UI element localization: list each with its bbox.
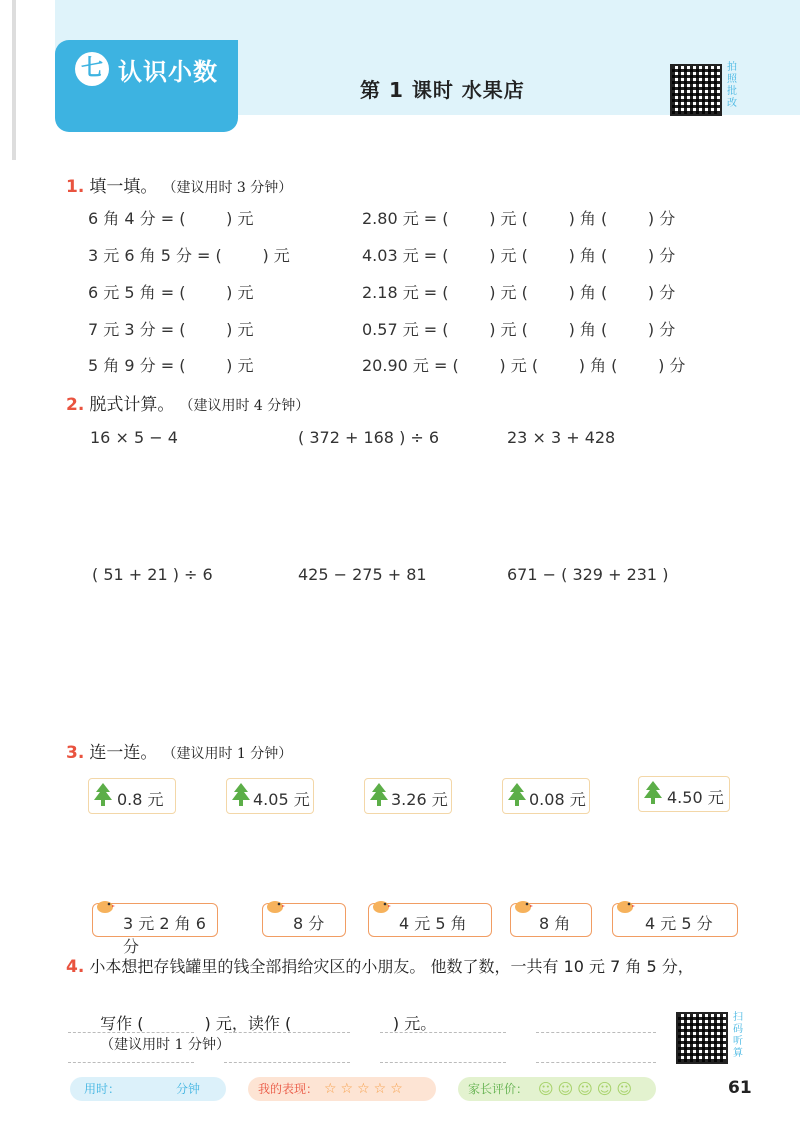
calc-expression: 425 − 275 + 81	[298, 565, 427, 584]
tree-icon	[643, 780, 663, 806]
bird-item[interactable]	[92, 903, 218, 956]
tree-item[interactable]	[364, 778, 452, 814]
fill-right-row: 4.03 元 = ( ) 元 ( ) 角 ( ) 分	[362, 246, 676, 265]
section2-heading	[66, 390, 309, 415]
time-pill	[70, 1077, 226, 1101]
bird-value: 8 分	[293, 914, 325, 933]
parent-review-label: 家长评价：	[468, 1082, 529, 1096]
bird-item[interactable]	[368, 903, 492, 937]
bird-icon	[513, 898, 533, 914]
bird-icon	[371, 898, 391, 914]
section4-line1	[66, 954, 694, 977]
bird-item[interactable]	[262, 903, 346, 937]
tree-item[interactable]	[226, 778, 314, 814]
answer-line	[68, 1032, 194, 1033]
answer-line	[224, 1032, 350, 1033]
answer-line	[380, 1062, 506, 1063]
tree-value: 0.08 元	[529, 790, 586, 809]
calc-expression: 23 × 3 + 428	[507, 428, 616, 447]
section-number: 2.	[66, 395, 85, 415]
fill-left-row: 7 元 3 分 = ( ) 元	[88, 320, 254, 339]
bird-icon	[615, 898, 635, 914]
fill-right-row: 20.90 元 = ( ) 元 ( ) 角 ( ) 分	[362, 356, 686, 375]
face-rating[interactable]: ☺☺☺☺☺	[538, 1080, 637, 1098]
fill-right-row: 0.57 元 = ( ) 元 ( ) 角 ( ) 分	[362, 320, 676, 339]
parent-review-pill	[458, 1077, 656, 1101]
answer-line	[68, 1062, 194, 1063]
bird-value: 4 元 5 分	[645, 914, 713, 933]
section-number: 1.	[66, 177, 85, 197]
tree-icon	[93, 782, 113, 808]
fill-left-row: 6 角 4 分 = ( ) 元	[88, 209, 254, 228]
calc-expression: 671 − ( 329 + 231 )	[507, 565, 669, 584]
section-title: 填一填。	[89, 177, 158, 197]
section1-heading	[66, 172, 292, 197]
qr-label-top: 拍照批改	[727, 62, 737, 109]
section3-heading	[66, 738, 292, 763]
section-hint: （建议用时 4 分钟）	[179, 398, 310, 414]
time-unit: 分钟	[176, 1082, 201, 1096]
bird-value: 4 元 5 角	[399, 914, 467, 933]
tree-item[interactable]	[88, 778, 176, 814]
calc-expression: ( 51 + 21 ) ÷ 6	[92, 565, 213, 584]
section-number: 4.	[66, 957, 85, 977]
bird-icon	[95, 898, 115, 914]
page-number: 61	[728, 1078, 752, 1098]
answer-line	[380, 1032, 506, 1033]
time-label: 用时：	[84, 1082, 121, 1096]
section-number: 3.	[66, 743, 85, 763]
tree-item[interactable]	[638, 776, 730, 812]
section4-line2	[90, 992, 436, 1054]
page-edge	[12, 0, 16, 160]
lesson-title: 第 1 课时 水果店	[360, 78, 525, 102]
tree-value: 4.50 元	[667, 788, 724, 807]
tree-value: 3.26 元	[391, 790, 448, 809]
calc-expression: ( 372 + 168 ) ÷ 6	[298, 428, 440, 447]
answer-line	[224, 1062, 350, 1063]
bird-value: 8 角	[539, 914, 571, 933]
section-title: 连一连。	[89, 743, 158, 763]
bird-icon	[265, 898, 285, 914]
qr-label-bottom: 扫码听算	[733, 1012, 743, 1059]
fill-left-row: 5 角 9 分 = ( ) 元	[88, 356, 254, 375]
fill-right-row: 2.18 元 = ( ) 元 ( ) 角 ( ) 分	[362, 283, 676, 302]
answer-line	[536, 1032, 656, 1033]
section-title: 脱式计算。	[89, 395, 175, 415]
tree-value: 4.05 元	[253, 790, 310, 809]
fill-left-row: 3 元 6 角 5 分 = ( ) 元	[88, 246, 290, 265]
fill-right-row: 2.80 元 = ( ) 元 ( ) 角 ( ) 分	[362, 209, 676, 228]
tree-icon	[231, 782, 251, 808]
section-hint: （建议用时 1 分钟）	[100, 1037, 230, 1053]
answer-line	[536, 1062, 656, 1063]
qr-code-icon[interactable]	[676, 1012, 728, 1064]
section4-blanks: 写作 ( ) 元，读作 ( ) 元。	[100, 1014, 437, 1033]
performance-label: 我的表现：	[258, 1082, 319, 1096]
qr-code-icon[interactable]	[670, 64, 722, 116]
fill-left-row: 6 元 5 角 = ( ) 元	[88, 283, 254, 302]
unit-title: 认识小数	[118, 58, 218, 86]
section4-text: 小本想把存钱罐里的钱全部捐给灾区的小朋友。 他数了数，一共有 10 元 7 角 5 分，	[89, 957, 694, 976]
bird-item[interactable]	[612, 903, 738, 937]
tree-icon	[507, 782, 527, 808]
section-hint: （建议用时 1 分钟）	[162, 746, 293, 762]
bird-item[interactable]	[510, 903, 592, 937]
star-rating[interactable]: ☆☆☆☆☆	[324, 1081, 407, 1097]
tree-value: 0.8 元	[117, 790, 164, 809]
tree-item[interactable]	[502, 778, 590, 814]
calc-expression: 16 × 5 − 4	[90, 428, 178, 447]
bird-value: 3 元 2 角 6 分	[123, 914, 206, 956]
tree-icon	[369, 782, 389, 808]
unit-number: 七	[75, 52, 109, 86]
performance-pill	[248, 1077, 436, 1101]
section-hint: （建议用时 3 分钟）	[162, 180, 293, 196]
